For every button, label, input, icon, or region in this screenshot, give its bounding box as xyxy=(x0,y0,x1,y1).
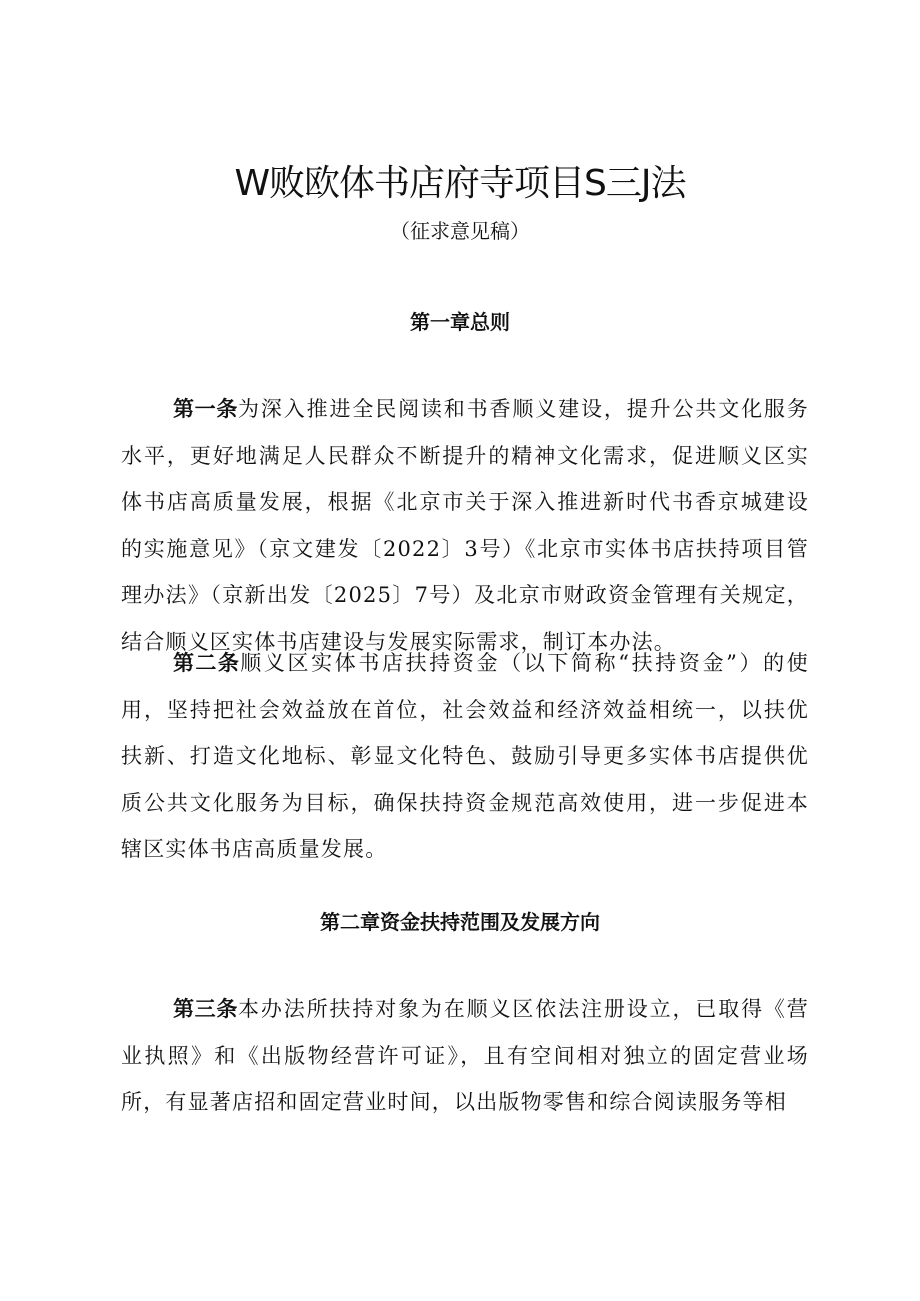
article-paragraph xyxy=(121,640,809,873)
article-text: 本办法所扶持对象为在顺义区依法注册设立，已取得《营业执照》和《出版物经营许可证》，且有空间相对独立的固定营业场所，有显著店招和固定营业时间，以出版物零售和综合阅读服务等相 xyxy=(121,997,809,1114)
article-block xyxy=(121,986,809,1126)
article-text: 为深入推进全民阅读和书香顺义建设，提升公共文化服务水平，更好地满足人民群众不断提升的精神文化需求，促进顺义区实体书店高质量发展，根据《北京市关于深入推进新时代书香京城建设的实施意见》（京文建发〔2022〕3号）《北京市实体书店扶持项目管理办法》（京新出发〔2025〕7号）及北京市财政资金管理有关规定，结合顺义区实体书店建设与发展实际需求，制订本办法。 xyxy=(121,397,809,654)
article-text: 顺义区实体书店扶持资金（以下简称“扶持资金”）的使用，坚持把社会效益放在首位，社会效益和经济效益相统一，以扶优扶新、打造文化地标、彰显文化特色、鼓励引导更多实体书店提供优质公共文化服务为目标，确保扶持资金规范高效使用，进一步促进本辖区实体书店高质量发展。 xyxy=(121,651,809,861)
article-paragraph xyxy=(121,986,809,1126)
article-block xyxy=(121,640,809,873)
document-subtitle: （征求意见稿） xyxy=(390,219,530,243)
article-block xyxy=(121,386,809,665)
chapter-heading: 第二章资金扶持范围及发展方向 xyxy=(320,910,600,934)
article-label: 第三条 xyxy=(173,997,238,1021)
document-title: W败欧体书店府寺项目S三J法 xyxy=(234,163,686,204)
article-label: 第二条 xyxy=(173,651,241,675)
article-paragraph xyxy=(121,386,809,665)
chapter-heading: 第一章总则 xyxy=(410,310,510,334)
article-label: 第一条 xyxy=(173,397,238,421)
